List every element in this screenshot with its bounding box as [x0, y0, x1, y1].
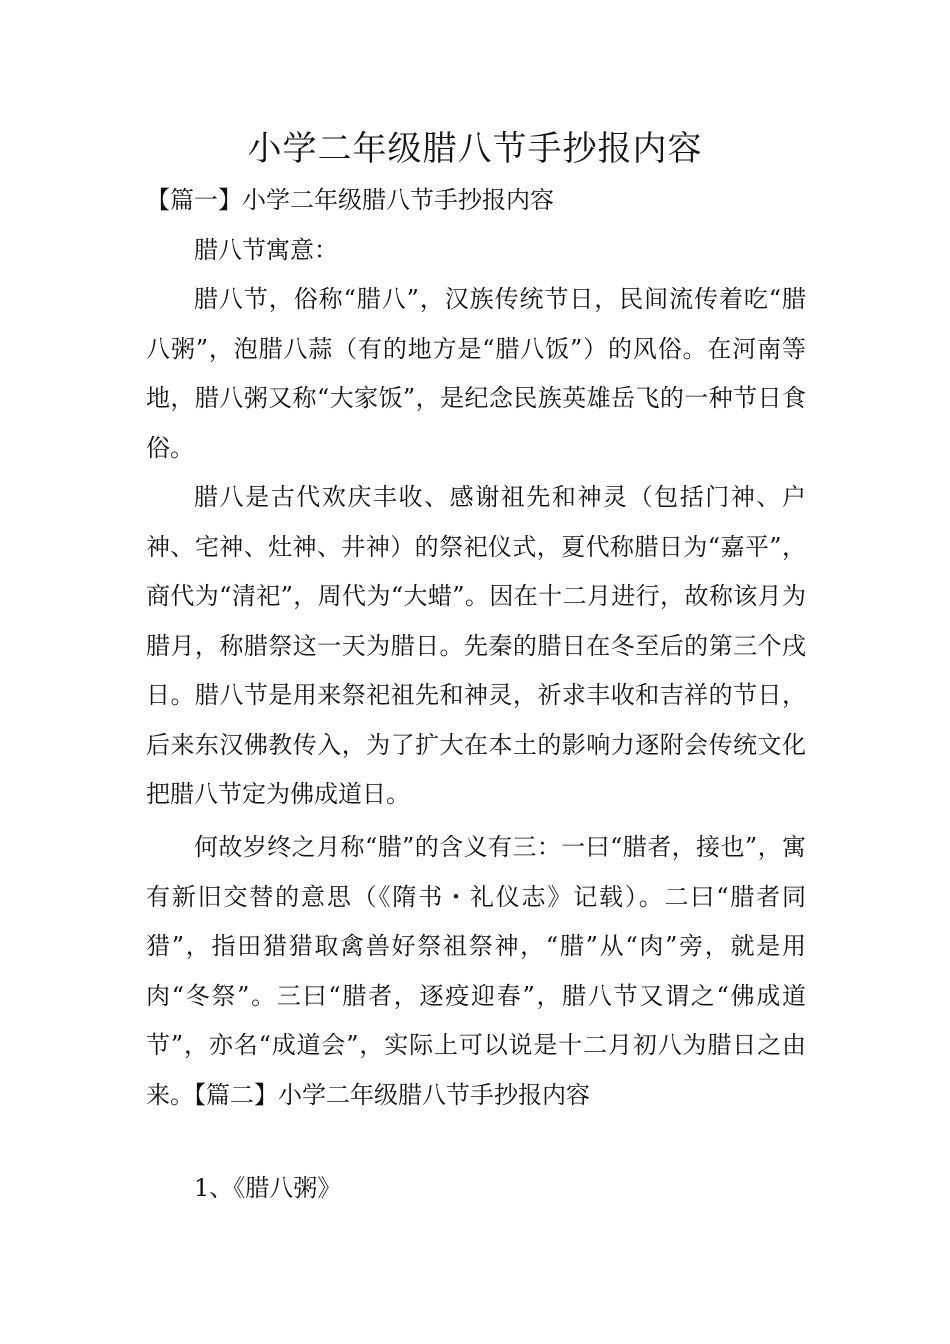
subheading-meaning: 腊八节寓意：: [194, 236, 338, 264]
paragraph-2: 腊八是古代欢庆丰收、感谢祖先和神灵（包括门神、户神、宅神、灶神、井神）的祭祀仪式，夏代称腊日为“嘉平”，商代为“清祀”，周代为“大蜡”。因在十二月进行，故称该月为腊月，称腊祭这一天为腊日。先秦的腊日在冬至后的第三个戌日。腊八节是用来祭祀祖先和神灵，祈求丰收和吉祥的节日，后来东汉佛教传入，为了扩大在本土的影响力逐附会传统文化把腊八节定为佛成道日。: [146, 483, 806, 808]
paragraph-3: 何故岁终之月称“腊”的含义有三：一曰“腊者，接也”，寓有新旧交替的意思（《隋书・礼仪志》记载）。二曰“腊者同猎”，指田猎猎取禽兽好祭祖祭神，“腊”从“肉”旁，就是用肉“冬祭”。三曰“腊者，逐疫迎春”，腊八节又谓之“佛成道节”，亦名“成道会”，实际上可以说是十二月初八为腊日之由来。【篇二】小学二年级腊八节手抄报内容: [146, 833, 806, 1109]
paragraph-1: 腊八节，俗称“腊八”，汉族传统节日，民间流传着吃“腊八粥”，泡腊八蒜（有的地方是“腊八饭”）的风俗。在河南等地，腊八粥又称“大家饭”，是纪念民族英雄岳飞的一种节日食俗。: [146, 285, 806, 462]
list-item-1: 1、《腊八粥》: [194, 1174, 342, 1202]
document-title: 小学二年级腊八节手抄报内容: [247, 129, 703, 169]
section-one-heading: 【篇一】小学二年级腊八节手抄报内容: [146, 186, 554, 214]
